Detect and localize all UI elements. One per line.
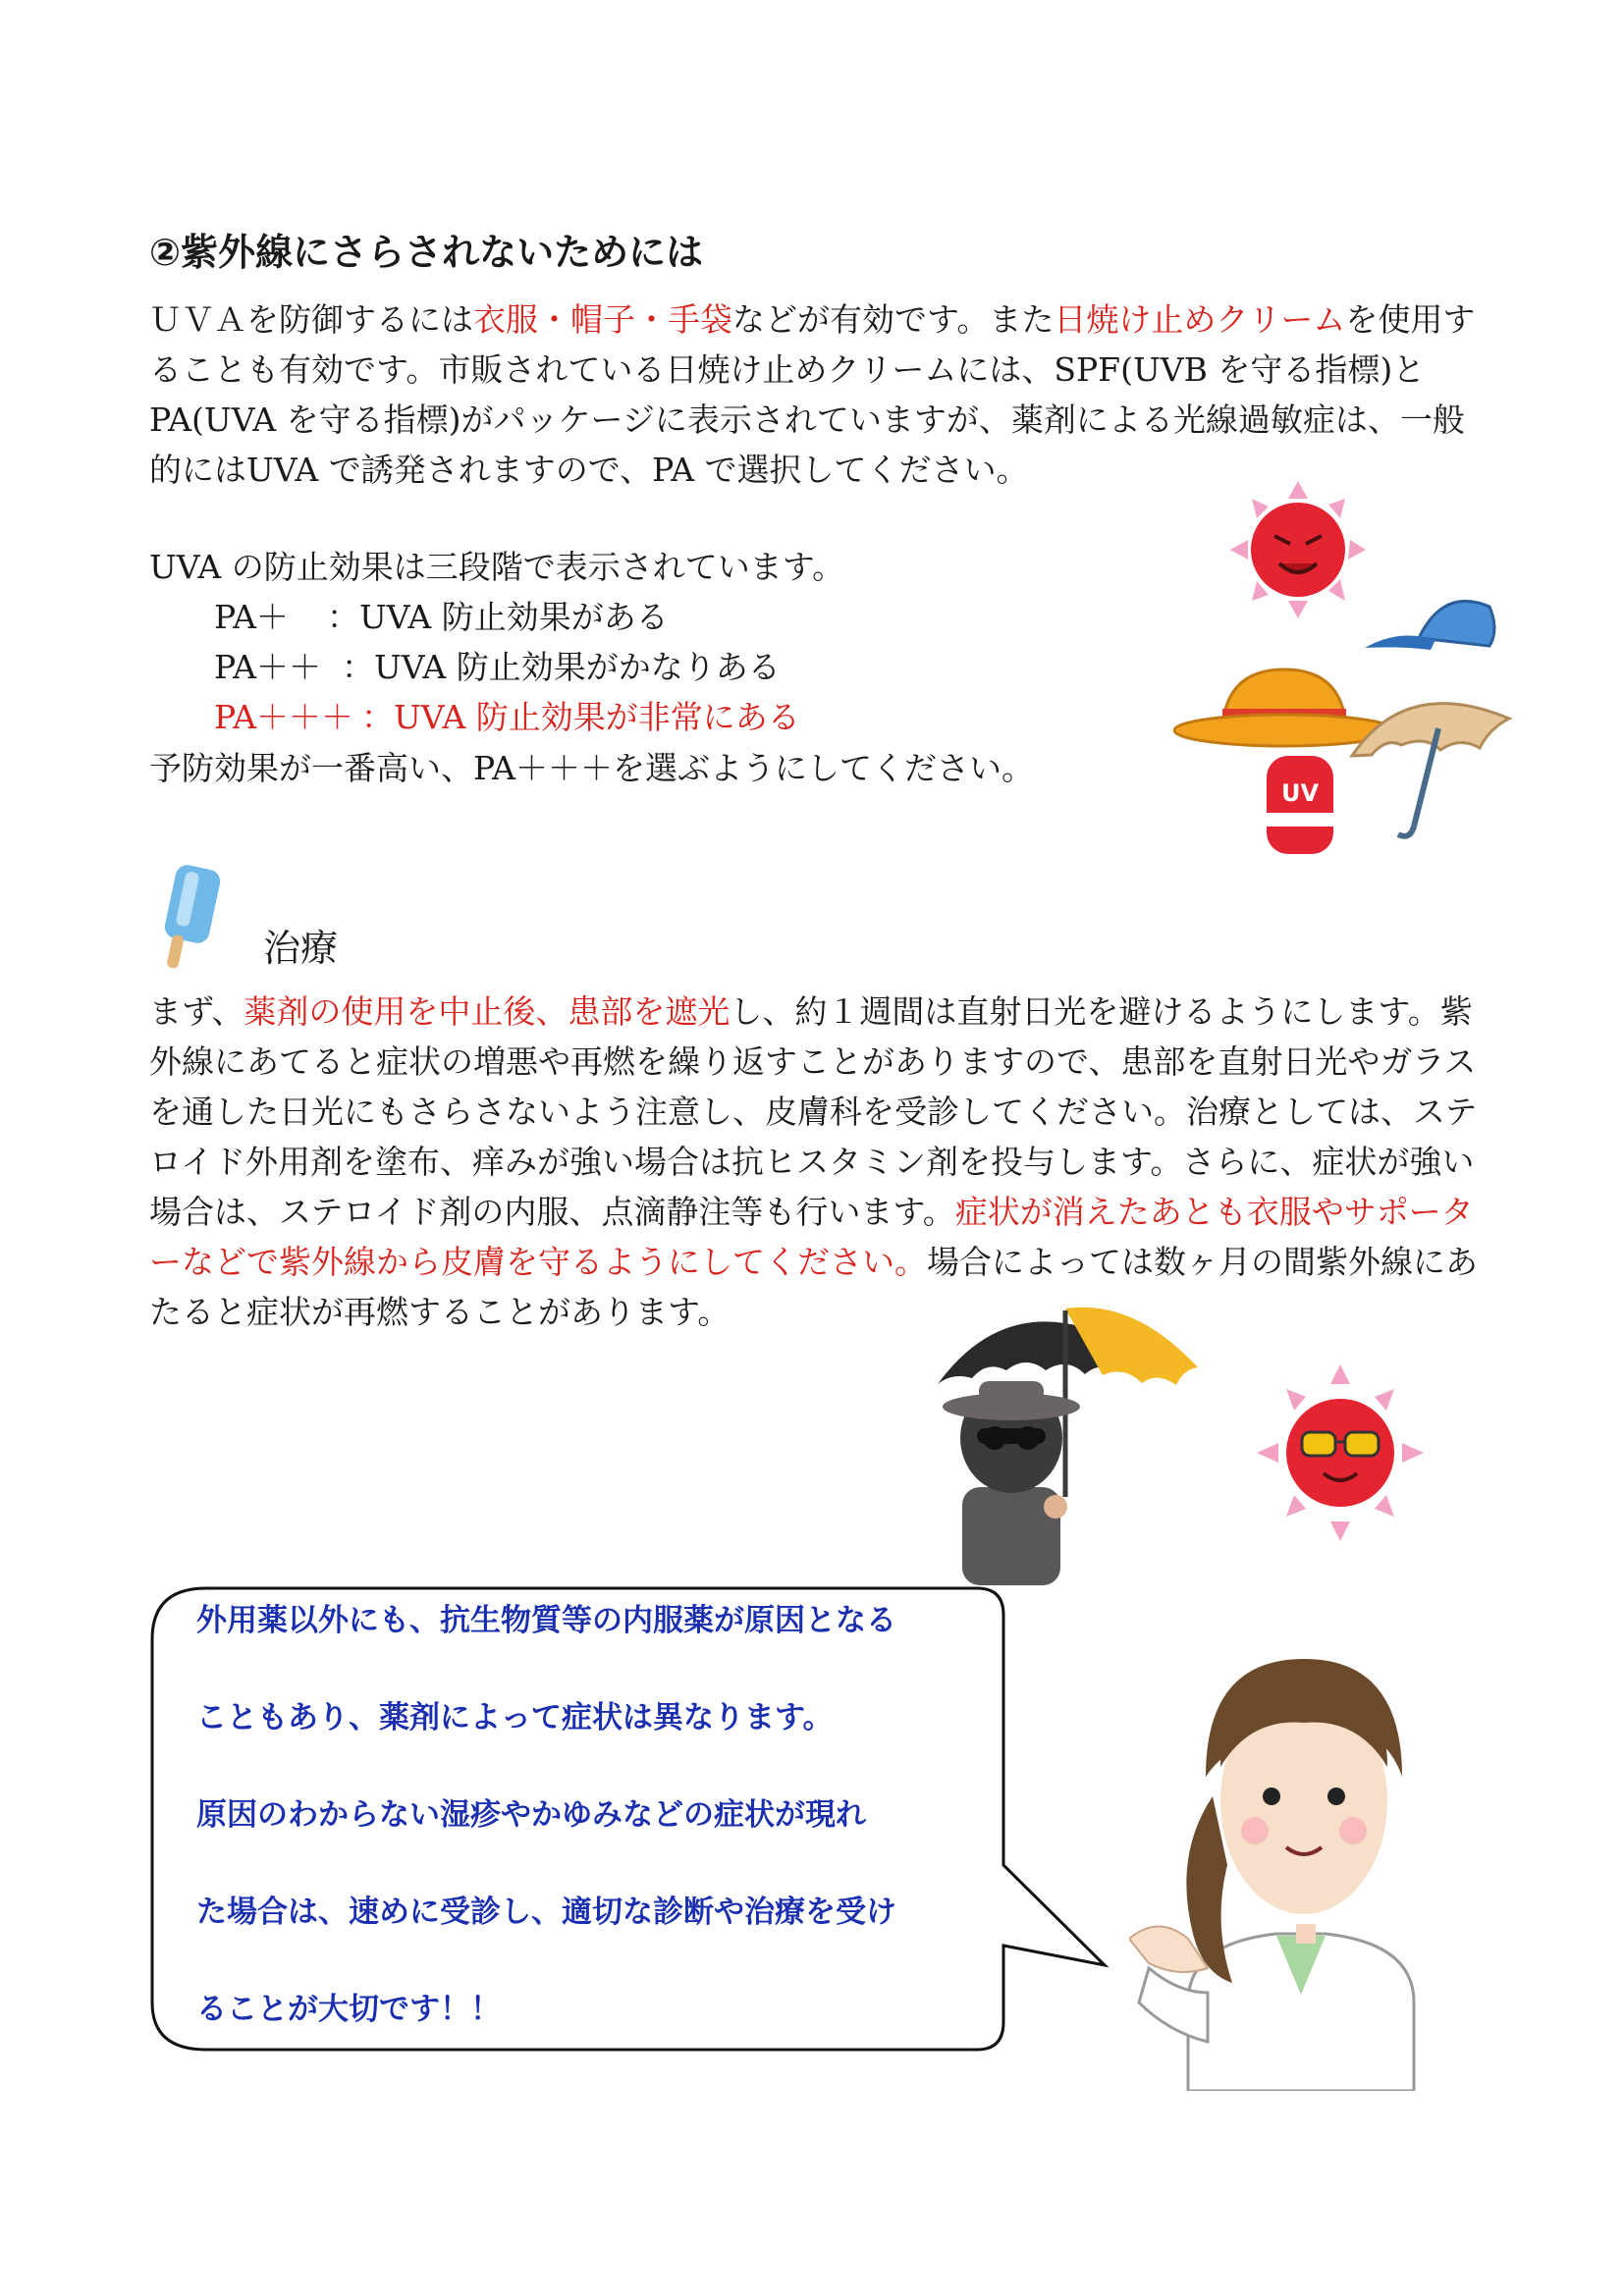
body-text: を通した日光にもさらさないよう注意し、皮膚科を受診してください。治療としては、ステ (149, 1093, 1478, 1131)
pa-level-3 (214, 692, 800, 742)
bubble-line: 外用薬以外にも、抗生物質等の内服薬が原因となる (196, 1603, 896, 1638)
treatment-paragraph (149, 987, 1478, 1337)
sun-icon (1230, 481, 1366, 618)
sunscreen-label: UV (1280, 779, 1320, 807)
emphasis-text: 薬剤の使用を中止後、患部を遮光 (244, 992, 731, 1031)
pharmacist-illustration (1129, 1629, 1483, 2091)
paragraph-line (149, 1187, 1478, 1237)
emphasis-text: 衣服・帽子・手袋 (473, 300, 732, 339)
pa-level-desc: ：UVA 防止効果がかなりある (342, 648, 781, 686)
paragraph-line (149, 987, 1478, 1037)
uva-intro-text: UVA の防止効果は三段階で表示されています。 (149, 548, 845, 586)
bubble-line: た場合は、速めに受診し、適切な診断や治療を受け (196, 1895, 896, 1930)
pa-level-1 (214, 592, 800, 642)
body-text: 的にはUVA で誘発されますので、PA で選択してください。 (149, 451, 1029, 489)
pa-level-desc: ：UVA 防止効果がある (327, 598, 669, 636)
paragraph-line (149, 345, 1475, 395)
sun-with-sunglasses-icon (1247, 1360, 1434, 1546)
speech-bubble-text (196, 1573, 896, 2058)
body-text: まず、 (149, 992, 244, 1031)
straw-hat-icon (1174, 669, 1394, 746)
paragraph-line (149, 294, 1475, 345)
paragraph-line (149, 1287, 1478, 1337)
emphasis-text: ーなどで紫外線から皮膚を守るようにしてください。 (149, 1243, 927, 1281)
paragraph-line (149, 1037, 1478, 1087)
emphasis-text: 症状が消えたあとも衣服やサポータ (954, 1193, 1474, 1231)
section-heading-uv-protection: ②紫外線にさらされないためには (149, 231, 704, 274)
bubble-line: 原因のわからない湿疹やかゆみなどの症状が現れ (196, 1797, 866, 1833)
body-text: などが有効です。また (732, 300, 1055, 339)
body-text: たると症状が再燃することがあります。 (149, 1293, 731, 1331)
body-text: PA(UVA を守る指標)がパッケージに表示されていますが、薬剤による光線過敏症は、一般 (149, 400, 1465, 439)
summer-items-illustration (1173, 471, 1537, 864)
body-text: 外線にあてると症状の増悪や再燃を繰り返すことがありますので、患部を直射日光やガラス (149, 1042, 1477, 1081)
pa-level-label: PA＋＋ (214, 648, 322, 686)
body-text: ロイド外用剤を塗布、痒みが強い場合は抗ヒスタミン剤を投与します。さらに、症状が強い (149, 1143, 1475, 1181)
pa-level-desc: ：UVA 防止効果が非常にある (361, 698, 800, 736)
pa-levels-list (214, 592, 800, 742)
pa-recommendation-text: 予防効果が一番高い、PA＋＋＋を選ぶようにしてください。 (149, 749, 1035, 787)
pa-level-2 (214, 642, 800, 692)
person-with-parasol-illustration (918, 1291, 1213, 1585)
pharmacist-icon (1129, 1659, 1414, 2091)
body-text: ＵＶＡを防御するには (149, 300, 473, 339)
body-text: 場合は、ステロイド剤の内服、点滴静注等も行います。 (149, 1193, 955, 1231)
person-icon (943, 1381, 1080, 1585)
paragraph-line (149, 395, 1475, 445)
bubble-line: ることが大切です！！ (196, 1992, 501, 2027)
paragraph-line (149, 1237, 1478, 1287)
body-text: を使用す (1345, 300, 1476, 339)
body-text: 場合によっては数ヶ月の間紫外線にあ (927, 1243, 1478, 1281)
body-text: し、約１週間は直射日光を避けるようにします。紫 (730, 992, 1473, 1031)
popsicle-icon (152, 859, 231, 977)
pa-level-label: PA＋＋＋ (214, 698, 354, 736)
pa-level-label: PA＋ (214, 598, 290, 636)
sunscreen-bottle-icon (1267, 756, 1333, 854)
emphasis-text: 日焼け止めクリーム (1054, 300, 1346, 339)
blue-cap-icon (1365, 601, 1494, 650)
bubble-line: こともあり、薬剤によって症状は異なります。 (196, 1700, 834, 1735)
uv-protection-paragraph (149, 294, 1475, 495)
section-heading-treatment: 治療 (263, 927, 339, 970)
paragraph-line (149, 1087, 1478, 1137)
paragraph-line (149, 1137, 1478, 1187)
body-text: ることも有効です。市販されている日焼け止めクリームには、SPF(UVB を守る指標)と (149, 350, 1426, 389)
